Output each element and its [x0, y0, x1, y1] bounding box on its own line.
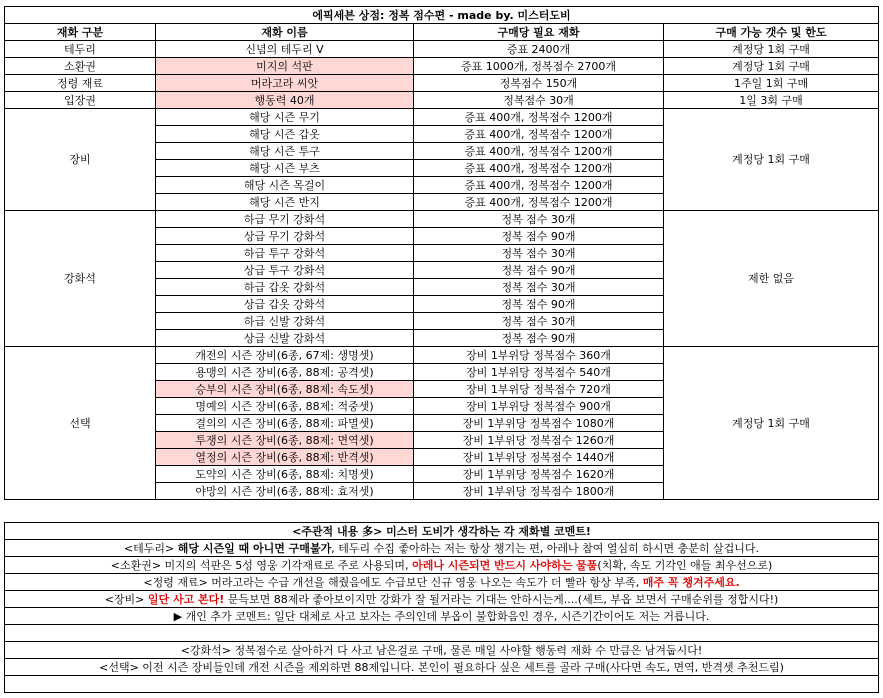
cell-name: 해당 시즌 반지 — [156, 194, 414, 211]
cell-cost: 정복 점수 90개 — [414, 296, 664, 313]
comment-ticket — [5, 557, 879, 574]
comment-empty — [5, 676, 879, 693]
header-cost: 구매당 필요 재화 — [414, 24, 664, 41]
cell-cost: 증표 400개, 정복점수 1200개 — [414, 109, 664, 126]
table-row — [5, 92, 879, 109]
comment-equip — [5, 591, 879, 608]
cell-cost: 장비 1부위당 정복점수 1080개 — [414, 415, 664, 432]
comment-row — [5, 540, 879, 557]
comment-row — [5, 608, 879, 625]
cell-cost: 정복 점수 90개 — [414, 262, 664, 279]
cell-limit: 계정당 1회 구매 — [664, 41, 879, 58]
comment-emphasis: 해당 시즌일 때 아니면 구매불가 — [177, 541, 332, 555]
cell-name: 용맹의 시즌 장비(6종, 88제: 공격셋) — [156, 364, 414, 381]
comment-border — [5, 540, 879, 557]
comment-row — [5, 642, 879, 659]
comment-emphasis-red: 아레나 시즌되면 반드시 사야하는 물품 — [412, 558, 598, 572]
comment-empty-row — [5, 625, 879, 642]
cell-cost: 정복 점수 90개 — [414, 228, 664, 245]
cell-category: 선택 — [5, 347, 156, 500]
cell-cost: 증표 400개, 정복점수 1200개 — [414, 177, 664, 194]
comment-text: , 테두리 수집 좋아하는 저는 항상 챙기는 편, 아레나 참여 열심히 하시면 충분히 살겁니다. — [331, 541, 760, 555]
cell-name: 머라고라 씨앗 — [156, 75, 414, 92]
cell-cost: 정복점수 150개 — [414, 75, 664, 92]
cell-cost: 증표 400개, 정복점수 1200개 — [414, 126, 664, 143]
cell-name: 하급 갑옷 강화석 — [156, 279, 414, 296]
cell-cost: 정복 점수 30개 — [414, 211, 664, 228]
comment-title: <주관적 내용 多> 미스터 도비가 생각하는 각 재화별 코멘트! — [5, 523, 879, 540]
cell-limit: 제한 없음 — [664, 211, 879, 347]
cell-name: 해당 시즌 갑옷 — [156, 126, 414, 143]
cell-name: 해당 시즌 투구 — [156, 143, 414, 160]
cell-name: 해당 시즌 목걸이 — [156, 177, 414, 194]
comment-title-row — [5, 523, 879, 540]
comment-text: 문득보면 88제라 좋아보이지만 강화가 잘 될거라는 기대는 안하시는게....(세트, 부옵 보면서 구매순위를 정합시다!) — [224, 592, 779, 606]
comment-row — [5, 574, 879, 591]
cell-name: 상급 투구 강화석 — [156, 262, 414, 279]
comment-text: <정령 재료> 머라고라는 수급 개선을 해줬음에도 수급보단 신규 영웅 나오는 속도가 더 빨라 항상 부족, — [143, 575, 643, 589]
cell-name: 해당 시즌 부츠 — [156, 160, 414, 177]
cell-name: 상급 무기 강화석 — [156, 228, 414, 245]
cell-cost: 장비 1부위당 정복점수 1260개 — [414, 432, 664, 449]
comment-spirit — [5, 574, 879, 591]
cell-cost: 증표 2400개 — [414, 41, 664, 58]
table-title-row — [5, 7, 879, 24]
cell-cost: 장비 1부위당 정복점수 900개 — [414, 398, 664, 415]
cell-cost: 정복 점수 30개 — [414, 245, 664, 262]
comment-row — [5, 659, 879, 676]
cell-name: 열정의 시즌 장비(6종, 88제: 반격셋) — [156, 449, 414, 466]
table-row — [5, 75, 879, 92]
cell-name: 해당 시즌 무기 — [156, 109, 414, 126]
cell-cost: 장비 1부위당 정복점수 540개 — [414, 364, 664, 381]
cell-cost: 증표 400개, 정복점수 1200개 — [414, 143, 664, 160]
comment-row — [5, 591, 879, 608]
table-row — [5, 347, 879, 364]
comment-empty — [5, 625, 879, 642]
cell-cost: 정복 점수 30개 — [414, 313, 664, 330]
comment-emphasis-red: 일단 사고 본다! — [147, 592, 225, 606]
comment-text: <장비> — [104, 592, 148, 606]
cell-cost: 정복 점수 30개 — [414, 279, 664, 296]
cell-name: 하급 신발 강화석 — [156, 313, 414, 330]
cell-category: 소환권 — [5, 58, 156, 75]
cell-cost: 정복점수 30개 — [414, 92, 664, 109]
header-category: 재화 구분 — [5, 24, 156, 41]
cell-cost: 장비 1부위당 정복점수 1440개 — [414, 449, 664, 466]
cell-name: 도약의 시즌 장비(6종, 88제: 치명셋) — [156, 466, 414, 483]
cell-category: 강화석 — [5, 211, 156, 347]
cell-name: 개전의 시즌 장비(6종, 67제: 생명셋) — [156, 347, 414, 364]
comment-empty-row — [5, 676, 879, 693]
header-limit: 구매 가능 갯수 및 한도 — [664, 24, 879, 41]
cell-name: 명예의 시즌 장비(6종, 88제: 적중셋) — [156, 398, 414, 415]
cell-cost: 장비 1부위당 정복점수 360개 — [414, 347, 664, 364]
table-row — [5, 211, 879, 228]
comment-emphasis-red: 매주 꼭 챙겨주세요. — [642, 575, 740, 589]
cell-limit: 1주일 1회 구매 — [664, 75, 879, 92]
header-name: 재화 이름 — [156, 24, 414, 41]
cell-name: 하급 무기 강화석 — [156, 211, 414, 228]
cell-name: 투쟁의 시즌 장비(6종, 88제: 면역셋) — [156, 432, 414, 449]
cell-cost: 증표 1000개, 정복점수 2700개 — [414, 58, 664, 75]
cell-category: 정령 재료 — [5, 75, 156, 92]
table-row — [5, 58, 879, 75]
cell-name: 미지의 석판 — [156, 58, 414, 75]
table-header-row — [5, 24, 879, 41]
cell-cost: 장비 1부위당 정복점수 720개 — [414, 381, 664, 398]
cell-name: 승부의 시즌 장비(6종, 88제: 속도셋) — [156, 381, 414, 398]
cell-name: 상급 신발 강화석 — [156, 330, 414, 347]
cell-cost: 장비 1부위당 정복점수 1800개 — [414, 483, 664, 500]
cell-category: 입장권 — [5, 92, 156, 109]
cell-cost: 정복 점수 90개 — [414, 330, 664, 347]
comment-text: <소환권> 미지의 석판은 5성 영웅 기각재료로 주로 사용되며, — [110, 558, 413, 572]
cell-limit: 계정당 1회 구매 — [664, 347, 879, 500]
cell-cost: 증표 400개, 정복점수 1200개 — [414, 160, 664, 177]
cell-name: 야망의 시즌 장비(6종, 88제: 효저셋) — [156, 483, 414, 500]
cell-limit: 계정당 1회 구매 — [664, 109, 879, 211]
cell-name: 신념의 테두리 V — [156, 41, 414, 58]
table-title: 에픽세븐 상점: 정복 점수편 - made by. 미스터도비 — [5, 7, 879, 24]
comment-table — [4, 522, 879, 693]
cell-category: 장비 — [5, 109, 156, 211]
cell-name: 하급 투구 강화석 — [156, 245, 414, 262]
table-row — [5, 41, 879, 58]
shop-table — [4, 6, 879, 500]
cell-category: 테두리 — [5, 41, 156, 58]
cell-name: 상급 갑옷 강화석 — [156, 296, 414, 313]
cell-name: 행동력 40개 — [156, 92, 414, 109]
comment-personal: ▶ 개인 추가 코멘트: 일단 대체로 사고 보자는 주의인데 부옵이 불합화음인 경우, 시즌기간이어도 저는 거릅니다. — [5, 608, 879, 625]
cell-cost: 증표 400개, 정복점수 1200개 — [414, 194, 664, 211]
comment-text: (치확, 속도 기각인 애들 최우선으로) — [597, 558, 773, 572]
cell-cost: 장비 1부위당 정복점수 1620개 — [414, 466, 664, 483]
cell-limit: 계정당 1회 구매 — [664, 58, 879, 75]
comment-stone: <강화석> 정복점수로 살아하거 다 사고 남은걸로 구매, 물론 매일 사야할 행동력 재화 수 만큼은 남겨둡시다! — [5, 642, 879, 659]
cell-limit: 1일 3회 구매 — [664, 92, 879, 109]
comment-text: <테두리> — [123, 541, 178, 555]
shop-table-body — [5, 7, 879, 500]
table-row — [5, 109, 879, 126]
cell-name: 결의의 시즌 장비(6종, 88제: 파멸셋) — [156, 415, 414, 432]
comment-row — [5, 557, 879, 574]
comment-select: <선택> 이전 시즌 장비들인데 개전 시즌을 제외하면 88제입니다. 본인이 필요하다 싶은 세트를 골라 구매(사다면 속도, 면역, 반격셋 추천드림) — [5, 659, 879, 676]
